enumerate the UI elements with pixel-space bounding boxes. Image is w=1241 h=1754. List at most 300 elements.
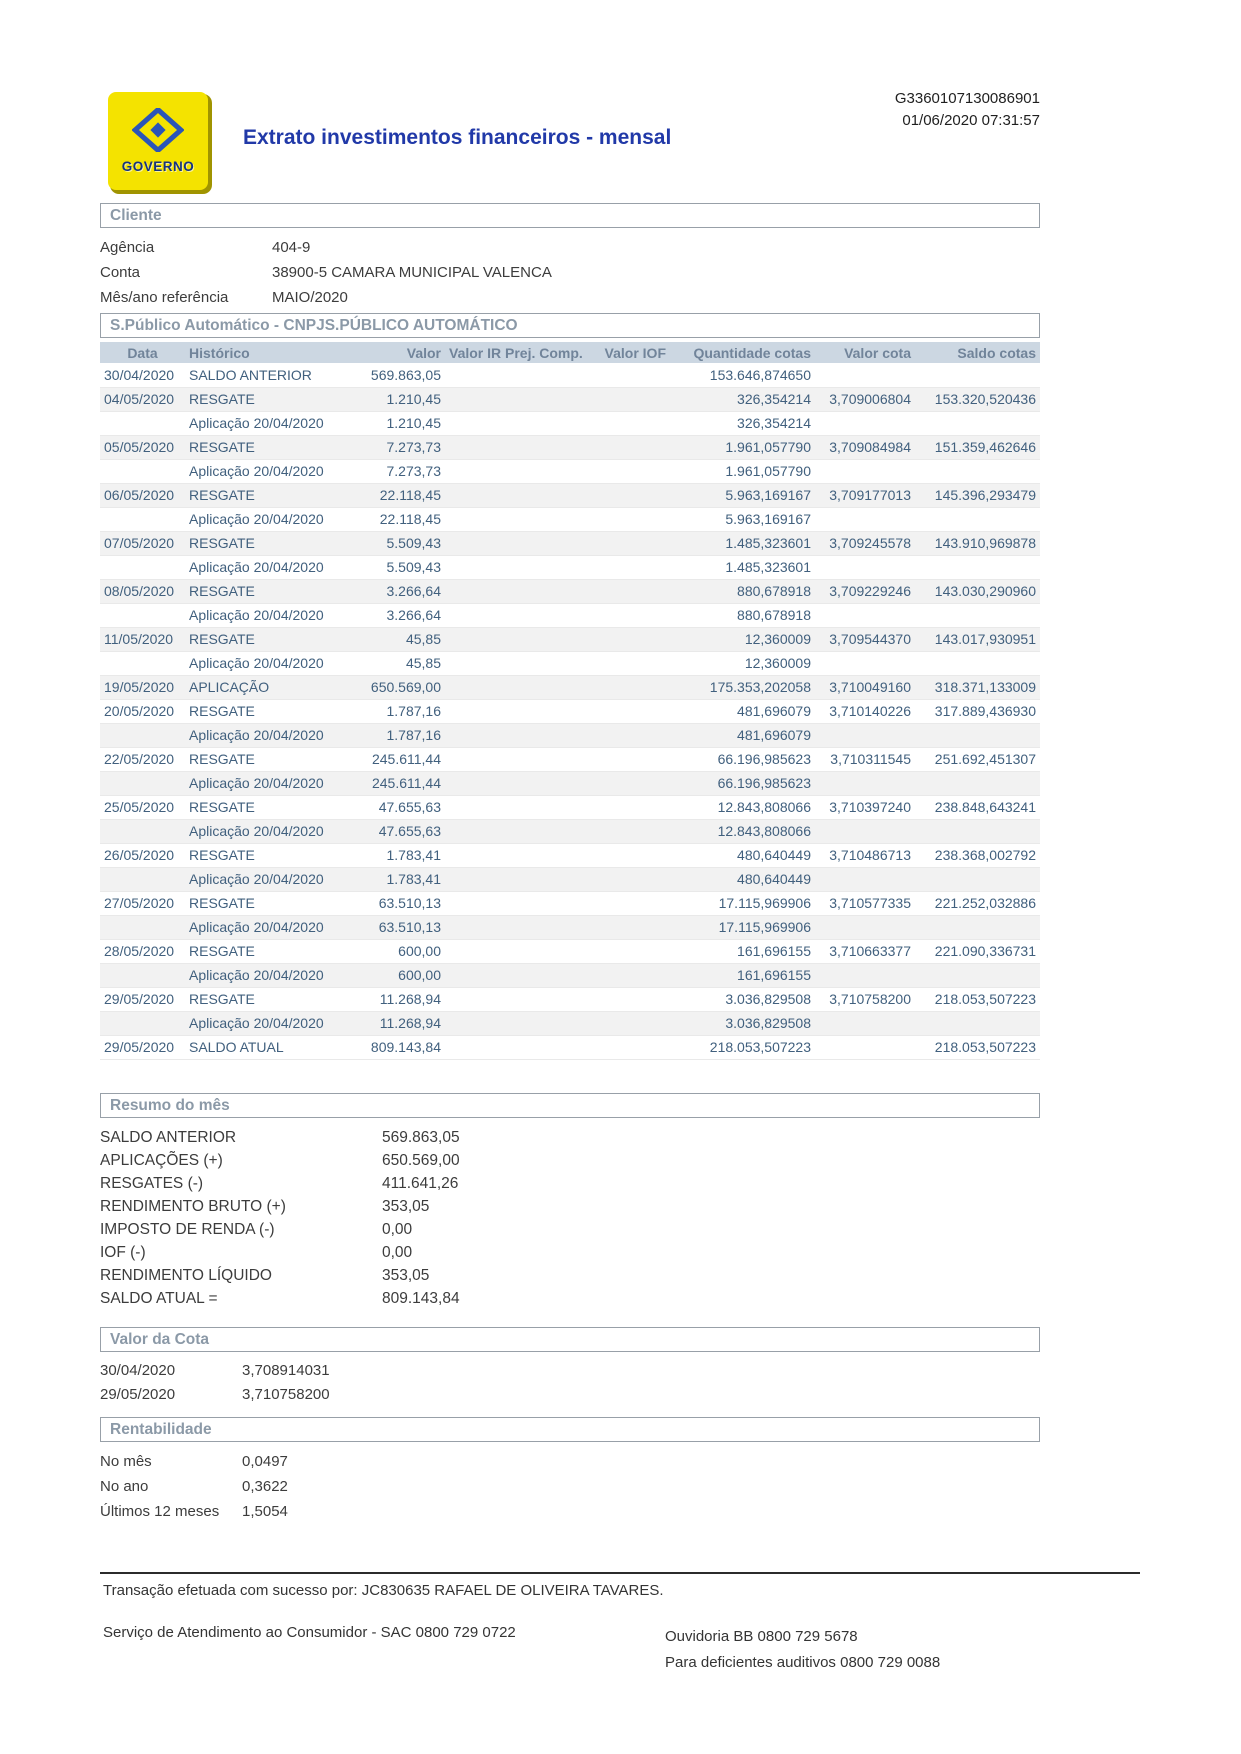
- table-cell: 3,710397240: [815, 795, 915, 819]
- table-row: [100, 603, 1040, 627]
- table-cell: [815, 651, 915, 675]
- table-cell: 25/05/2020: [100, 795, 185, 819]
- table-cell: 143.910,969878: [915, 531, 1040, 555]
- field-value: MAIO/2020: [272, 289, 348, 306]
- table-cell: 04/05/2020: [100, 387, 185, 411]
- column-header: Valor cota: [815, 342, 915, 363]
- table-cell: Aplicação 20/04/2020: [185, 819, 345, 843]
- table-cell: [585, 483, 670, 507]
- table-cell: 11.268,94: [345, 987, 445, 1011]
- table-cell: 06/05/2020: [100, 483, 185, 507]
- table-cell: [445, 555, 585, 579]
- table-cell: [445, 603, 585, 627]
- table-cell: 809.143,84: [345, 1035, 445, 1059]
- section-fund: [100, 313, 1040, 1060]
- table-cell: 30/04/2020: [100, 363, 185, 387]
- table-cell: 20/05/2020: [100, 699, 185, 723]
- table-cell: 481,696079: [670, 699, 815, 723]
- bb-emblem-icon: [132, 108, 184, 157]
- table-cell: [100, 963, 185, 987]
- table-cell: 12.843,808066: [670, 819, 815, 843]
- table-cell: 238.368,002792: [915, 843, 1040, 867]
- table-cell: 7.273,73: [345, 435, 445, 459]
- table-row: [100, 363, 1040, 387]
- field-value: 0,0497: [242, 1453, 288, 1470]
- table-row: [100, 555, 1040, 579]
- column-header: Saldo cotas: [915, 342, 1040, 363]
- table-cell: 3,710577335: [815, 891, 915, 915]
- table-cell: [585, 843, 670, 867]
- table-cell: [915, 459, 1040, 483]
- table-cell: [445, 459, 585, 483]
- table-row: [100, 891, 1040, 915]
- table-cell: [915, 1011, 1040, 1035]
- table-cell: [815, 867, 915, 891]
- table-cell: 218.053,507223: [915, 1035, 1040, 1059]
- table-cell: [445, 387, 585, 411]
- table-cell: 3.266,64: [345, 603, 445, 627]
- table-cell: [815, 1035, 915, 1059]
- table-cell: RESGATE: [185, 891, 345, 915]
- table-cell: [815, 963, 915, 987]
- table-cell: Aplicação 20/04/2020: [185, 723, 345, 747]
- table-cell: 1.787,16: [345, 723, 445, 747]
- table-cell: [445, 1011, 585, 1035]
- table-row: [100, 987, 1040, 1011]
- table-cell: [585, 1011, 670, 1035]
- table-cell: Aplicação 20/04/2020: [185, 411, 345, 435]
- table-cell: [445, 867, 585, 891]
- table-cell: 161,696155: [670, 939, 815, 963]
- table-cell: 66.196,985623: [670, 771, 815, 795]
- table-cell: 7.273,73: [345, 459, 445, 483]
- table-row: [100, 483, 1040, 507]
- table-cell: [445, 843, 585, 867]
- table-cell: [585, 987, 670, 1011]
- table-cell: 5.963,169167: [670, 483, 815, 507]
- table-cell: 880,678918: [670, 579, 815, 603]
- table-cell: 5.509,43: [345, 531, 445, 555]
- table-row: [100, 939, 1040, 963]
- field-value: 1,5054: [242, 1503, 288, 1520]
- table-row: [100, 915, 1040, 939]
- table-cell: RESGATE: [185, 627, 345, 651]
- table-cell: [445, 963, 585, 987]
- table-row: [100, 675, 1040, 699]
- table-cell: 47.655,63: [345, 795, 445, 819]
- section-resumo: [100, 1093, 1040, 1310]
- footer-divider: [100, 1572, 1140, 1574]
- table-cell: [445, 579, 585, 603]
- table-cell: 1.961,057790: [670, 435, 815, 459]
- table-cell: 3,709177013: [815, 483, 915, 507]
- table-cell: [585, 555, 670, 579]
- table-cell: [585, 507, 670, 531]
- table-cell: [915, 363, 1040, 387]
- field-label: RESGATES (-): [100, 1175, 204, 1192]
- table-cell: 19/05/2020: [100, 675, 185, 699]
- table-row: [100, 387, 1040, 411]
- section-valor-cota: [100, 1327, 1040, 1407]
- table-row: [100, 795, 1040, 819]
- statement-table: [100, 342, 1040, 1060]
- column-header: Valor IOF: [585, 342, 670, 363]
- table-cell: 161,696155: [670, 963, 815, 987]
- table-row: [100, 507, 1040, 531]
- table-cell: [445, 411, 585, 435]
- table-cell: Aplicação 20/04/2020: [185, 507, 345, 531]
- hearing-impaired-phone-text: Para deficientes auditivos 0800 729 0088: [665, 1654, 941, 1671]
- table-cell: [445, 435, 585, 459]
- table-cell: 1.783,41: [345, 843, 445, 867]
- table-cell: [585, 435, 670, 459]
- column-header: Data: [100, 342, 185, 363]
- table-cell: [445, 1035, 585, 1059]
- table-cell: [100, 459, 185, 483]
- summary-row: [100, 1195, 1040, 1218]
- table-cell: Aplicação 20/04/2020: [185, 915, 345, 939]
- column-header: Quantidade cotas: [670, 342, 815, 363]
- table-cell: [585, 411, 670, 435]
- profitability-row: [100, 1474, 1040, 1499]
- table-row: [100, 723, 1040, 747]
- transaction-status-text: Transação efetuada com sucesso por: JC830635 RAFAEL DE OLIVEIRA TAVARES.: [103, 1582, 664, 1599]
- table-cell: 650.569,00: [345, 675, 445, 699]
- table-cell: Aplicação 20/04/2020: [185, 555, 345, 579]
- table-cell: 3,709245578: [815, 531, 915, 555]
- table-cell: 29/05/2020: [100, 987, 185, 1011]
- table-cell: [445, 675, 585, 699]
- table-cell: [915, 651, 1040, 675]
- table-cell: 1.210,45: [345, 387, 445, 411]
- table-cell: 63.510,13: [345, 891, 445, 915]
- table-cell: 318.371,133009: [915, 675, 1040, 699]
- field-value: 353,05: [382, 1267, 430, 1284]
- summary-row: [100, 1126, 1040, 1149]
- table-cell: [585, 651, 670, 675]
- field-value: 404-9: [272, 239, 311, 256]
- table-cell: [445, 363, 585, 387]
- section-resumo-title: Resumo do mês: [100, 1093, 1040, 1118]
- client-fields: [100, 235, 1040, 310]
- field-label: IOF (-): [100, 1244, 146, 1261]
- table-cell: [100, 1011, 185, 1035]
- field-value: 809.143,84: [382, 1290, 460, 1307]
- table-cell: 27/05/2020: [100, 891, 185, 915]
- table-cell: [585, 723, 670, 747]
- table-cell: [445, 651, 585, 675]
- table-cell: 1.485,323601: [670, 555, 815, 579]
- table-cell: RESGATE: [185, 387, 345, 411]
- table-cell: [585, 627, 670, 651]
- table-cell: 326,354214: [670, 411, 815, 435]
- table-cell: Aplicação 20/04/2020: [185, 651, 345, 675]
- table-cell: 3,710049160: [815, 675, 915, 699]
- table-cell: [585, 867, 670, 891]
- table-cell: 1.961,057790: [670, 459, 815, 483]
- summary-fields: [100, 1126, 1040, 1310]
- table-cell: Aplicação 20/04/2020: [185, 867, 345, 891]
- profitability-fields: [100, 1449, 1040, 1524]
- column-header: Valor: [345, 342, 445, 363]
- table-cell: 12,360009: [670, 627, 815, 651]
- section-rentabilidade-title: Rentabilidade: [100, 1417, 1040, 1442]
- table-cell: 245.611,44: [345, 771, 445, 795]
- summary-row: [100, 1264, 1040, 1287]
- profitability-row: [100, 1499, 1040, 1524]
- table-row: [100, 579, 1040, 603]
- table-cell: [815, 555, 915, 579]
- table-row: [100, 747, 1040, 771]
- table-cell: RESGATE: [185, 843, 345, 867]
- table-cell: 22.118,45: [345, 507, 445, 531]
- table-cell: 05/05/2020: [100, 435, 185, 459]
- field-value: 569.863,05: [382, 1129, 460, 1146]
- client-field-row: [100, 285, 1040, 310]
- table-cell: RESGATE: [185, 699, 345, 723]
- table-cell: 326,354214: [670, 387, 815, 411]
- table-cell: 28/05/2020: [100, 939, 185, 963]
- table-cell: Aplicação 20/04/2020: [185, 771, 345, 795]
- field-label: RENDIMENTO LÍQUIDO: [100, 1267, 272, 1284]
- table-cell: 66.196,985623: [670, 747, 815, 771]
- quota-row: [100, 1383, 1040, 1407]
- table-cell: [915, 963, 1040, 987]
- table-cell: 3,709544370: [815, 627, 915, 651]
- field-label: SALDO ATUAL =: [100, 1290, 218, 1307]
- table-cell: [445, 819, 585, 843]
- column-header: Valor IR Prej. Comp.: [445, 342, 585, 363]
- table-cell: 151.359,462646: [915, 435, 1040, 459]
- table-body: [100, 363, 1040, 1059]
- table-cell: [815, 363, 915, 387]
- table-cell: 11/05/2020: [100, 627, 185, 651]
- table-cell: [100, 771, 185, 795]
- table-cell: 3.036,829508: [670, 1011, 815, 1035]
- document-datetime: 01/06/2020 07:31:57: [902, 112, 1040, 129]
- table-cell: 480,640449: [670, 867, 815, 891]
- table-cell: 08/05/2020: [100, 579, 185, 603]
- field-label: APLICAÇÕES (+): [100, 1152, 223, 1169]
- table-cell: [585, 459, 670, 483]
- table-cell: 218.053,507223: [670, 1035, 815, 1059]
- field-value: 0,00: [382, 1244, 413, 1261]
- table-cell: 221.090,336731: [915, 939, 1040, 963]
- table-cell: [915, 723, 1040, 747]
- table-cell: [445, 939, 585, 963]
- table-cell: APLICAÇÃO: [185, 675, 345, 699]
- section-rentabilidade: [100, 1417, 1040, 1524]
- table-cell: Aplicação 20/04/2020: [185, 963, 345, 987]
- table-cell: [585, 363, 670, 387]
- table-cell: 245.611,44: [345, 747, 445, 771]
- table-cell: 317.889,436930: [915, 699, 1040, 723]
- summary-row: [100, 1149, 1040, 1172]
- table-cell: 5.509,43: [345, 555, 445, 579]
- table-cell: [815, 1011, 915, 1035]
- table-cell: 26/05/2020: [100, 843, 185, 867]
- summary-row: [100, 1218, 1040, 1241]
- table-cell: 143.030,290960: [915, 579, 1040, 603]
- table-cell: [445, 723, 585, 747]
- table-cell: RESGATE: [185, 579, 345, 603]
- table-cell: [445, 771, 585, 795]
- table-cell: [585, 915, 670, 939]
- quota-fields: [100, 1359, 1040, 1407]
- table-row: [100, 435, 1040, 459]
- field-label: Últimos 12 meses: [100, 1503, 220, 1520]
- table-cell: [100, 723, 185, 747]
- table-cell: 22/05/2020: [100, 747, 185, 771]
- table-cell: RESGATE: [185, 531, 345, 555]
- client-field-row: [100, 235, 1040, 260]
- table-cell: 480,640449: [670, 843, 815, 867]
- table-cell: RESGATE: [185, 435, 345, 459]
- field-value: 0,3622: [242, 1478, 288, 1495]
- field-label: 30/04/2020: [100, 1362, 176, 1379]
- field-label: No ano: [100, 1478, 149, 1495]
- field-label: RENDIMENTO BRUTO (+): [100, 1198, 286, 1215]
- table-cell: [585, 939, 670, 963]
- table-cell: [915, 507, 1040, 531]
- table-cell: 569.863,05: [345, 363, 445, 387]
- field-value: 3,708914031: [242, 1362, 330, 1379]
- ombudsman-block: [665, 1624, 940, 1676]
- table-cell: [585, 795, 670, 819]
- table-cell: 880,678918: [670, 603, 815, 627]
- table-cell: 17.115,969906: [670, 915, 815, 939]
- client-field-row: [100, 260, 1040, 285]
- table-cell: 63.510,13: [345, 915, 445, 939]
- table-cell: [915, 771, 1040, 795]
- table-header-row: [100, 342, 1040, 363]
- table-cell: 153.320,520436: [915, 387, 1040, 411]
- table-cell: 251.692,451307: [915, 747, 1040, 771]
- table-cell: 45,85: [345, 627, 445, 651]
- table-cell: 3,709229246: [815, 579, 915, 603]
- table-row: [100, 1011, 1040, 1035]
- table-cell: Aplicação 20/04/2020: [185, 603, 345, 627]
- table-cell: [915, 603, 1040, 627]
- table-row: [100, 699, 1040, 723]
- table-cell: 1.783,41: [345, 867, 445, 891]
- table-cell: 1.210,45: [345, 411, 445, 435]
- table-cell: [815, 915, 915, 939]
- ombudsman-phone-text: Ouvidoria BB 0800 729 5678: [665, 1628, 858, 1645]
- table-cell: 3.036,829508: [670, 987, 815, 1011]
- summary-row: [100, 1241, 1040, 1264]
- table-cell: 22.118,45: [345, 483, 445, 507]
- sac-phone-text: Serviço de Atendimento ao Consumidor - SAC 0800 729 0722: [103, 1624, 516, 1641]
- document-code-block: [640, 88, 1040, 132]
- table-cell: [445, 747, 585, 771]
- bank-logo: [108, 92, 208, 190]
- table-cell: 3,710758200: [815, 987, 915, 1011]
- table-cell: [915, 555, 1040, 579]
- table-cell: [585, 579, 670, 603]
- table-cell: [585, 819, 670, 843]
- table-cell: [445, 699, 585, 723]
- table-cell: [445, 915, 585, 939]
- quota-row: [100, 1359, 1040, 1383]
- table-row: [100, 459, 1040, 483]
- field-label: No mês: [100, 1453, 152, 1470]
- table-row: [100, 531, 1040, 555]
- table-cell: 12,360009: [670, 651, 815, 675]
- table-cell: [815, 819, 915, 843]
- table-cell: [445, 795, 585, 819]
- table-cell: [445, 627, 585, 651]
- table-cell: RESGATE: [185, 939, 345, 963]
- table-cell: [815, 603, 915, 627]
- table-cell: [585, 747, 670, 771]
- table-cell: [915, 411, 1040, 435]
- field-label: IMPOSTO DE RENDA (-): [100, 1221, 275, 1238]
- table-cell: 5.963,169167: [670, 507, 815, 531]
- page-title: Extrato investimentos financeiros - mensal: [243, 126, 672, 149]
- section-cliente-title: Cliente: [100, 203, 1040, 228]
- summary-row: [100, 1172, 1040, 1195]
- table-cell: 600,00: [345, 939, 445, 963]
- table-row: [100, 867, 1040, 891]
- table-cell: [445, 891, 585, 915]
- table-cell: [585, 891, 670, 915]
- table-cell: 17.115,969906: [670, 891, 815, 915]
- table-cell: [445, 507, 585, 531]
- section-fund-title: S.Público Automático - CNPJS.PÚBLICO AUTOMÁTICO: [100, 313, 1040, 338]
- table-cell: 3,709006804: [815, 387, 915, 411]
- table-row: [100, 819, 1040, 843]
- table-cell: 3,710486713: [815, 843, 915, 867]
- summary-row: [100, 1287, 1040, 1310]
- field-label: SALDO ANTERIOR: [100, 1129, 237, 1146]
- table-cell: 600,00: [345, 963, 445, 987]
- document-code: G3360107130086901: [894, 90, 1040, 107]
- table-cell: [585, 531, 670, 555]
- table-cell: [585, 387, 670, 411]
- table-cell: 12.843,808066: [670, 795, 815, 819]
- table-cell: 3.266,64: [345, 579, 445, 603]
- table-cell: [815, 771, 915, 795]
- section-valor-cota-title: Valor da Cota: [100, 1327, 1040, 1352]
- table-cell: 153.646,874650: [670, 363, 815, 387]
- table-cell: 47.655,63: [345, 819, 445, 843]
- table-cell: [445, 531, 585, 555]
- table-cell: [915, 867, 1040, 891]
- table-cell: 3,710311545: [815, 747, 915, 771]
- table-cell: SALDO ATUAL: [185, 1035, 345, 1059]
- field-value: 38900-5 CAMARA MUNICIPAL VALENCA: [272, 264, 552, 281]
- section-cliente: [100, 203, 1040, 310]
- table-cell: SALDO ANTERIOR: [185, 363, 345, 387]
- table-cell: 175.353,202058: [670, 675, 815, 699]
- table-row: [100, 843, 1040, 867]
- table-cell: 29/05/2020: [100, 1035, 185, 1059]
- table-cell: [445, 987, 585, 1011]
- table-cell: RESGATE: [185, 747, 345, 771]
- table-cell: 3,710140226: [815, 699, 915, 723]
- table-cell: 145.396,293479: [915, 483, 1040, 507]
- table-cell: RESGATE: [185, 483, 345, 507]
- table-row: [100, 411, 1040, 435]
- field-label: Conta: [100, 264, 141, 281]
- field-label: Mês/ano referência: [100, 289, 229, 306]
- table-cell: [815, 459, 915, 483]
- table-cell: [915, 819, 1040, 843]
- logo-text: GOVERNO: [121, 159, 195, 174]
- table-cell: 3,709084984: [815, 435, 915, 459]
- table-cell: 1.485,323601: [670, 531, 815, 555]
